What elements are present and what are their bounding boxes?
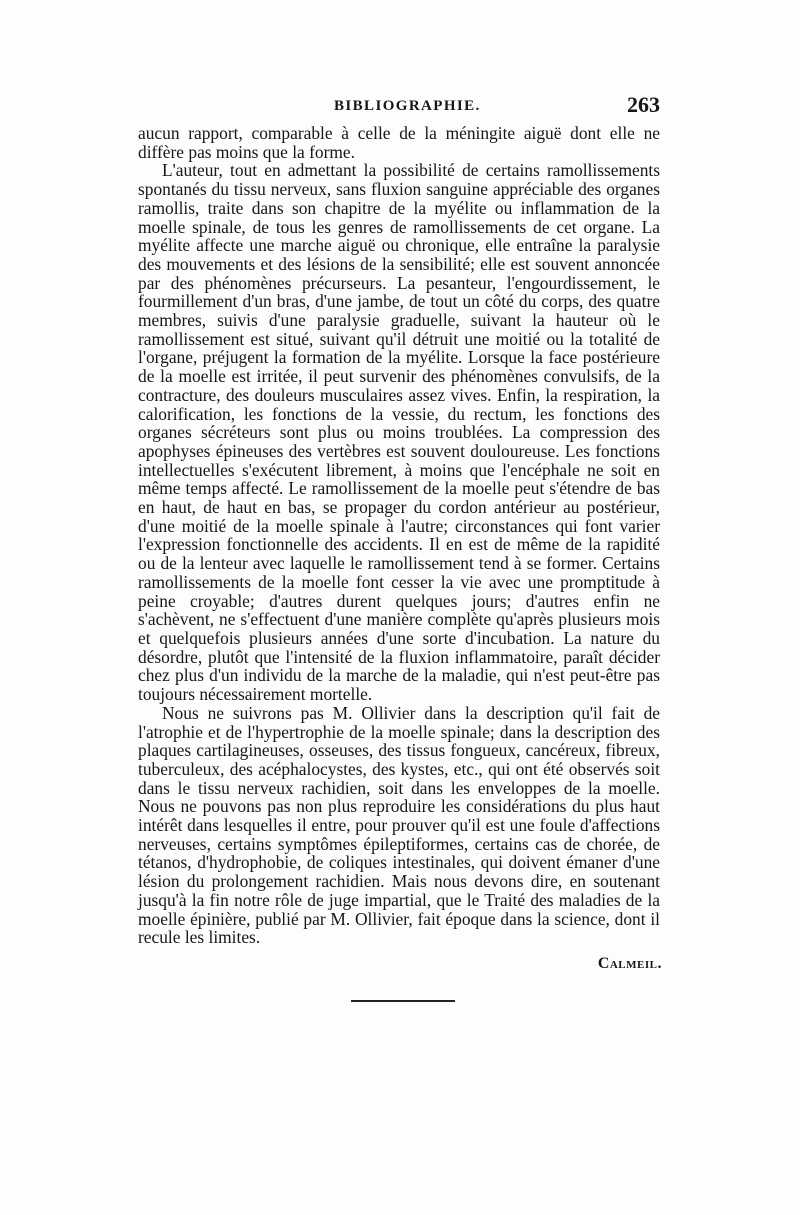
section-divider-rule [351, 1000, 455, 1002]
paragraph-continued: aucun rapport, comparable à celle de la méningite aiguë dont elle ne diffère pas moins que la forme. [138, 123, 660, 162]
page-number: 263 [627, 92, 660, 117]
paragraph-conclusion: Nous ne suivrons pas M. Ollivier dans la description qu'il fait de l'atrophie et de l'hypertrophie de la moelle spinale; dans la description des plaques cartilagineuses, osseuses, des tissus fongueux, cancéreux, fibreux, tuberculeux, des acéphalocystes, des kystes, etc., qui ont été observés soit dans le tissu nerveux rachidien, soit dans les enveloppes de la moelle. Nous ne pouvons pas non plus reproduire les considérations du plus haut intérêt dans lesquelles il entre, pour prouver qu'il est une foule d'affections nerveuses, certains symptômes épileptiformes, certains cas de chorée, de tétanos, d'hydrophobie, de coliques intestinales, qui doivent émaner d'une lésion du prolongement rachidien. Mais nous devons dire, en soutenant jusqu'à la fin notre rôle de juge impartial, que le Traité des maladies de la moelle épinière, publié par M. Ollivier, fait époque dans la science, dont il recule les limites. [138, 702, 660, 948]
author-signature: Calmeil. [597, 955, 662, 972]
paragraph-myelite: L'auteur, tout en admettant la possibilité de certains ramollissements spontanés du tissu nerveux, sans fluxion sanguine appréciable des organes ramollis, traite dans son chapitre de la myélite ou inflammation de la moelle spinale, de tous les genres de ramollissements de cet organe. La myélite affecte une marche aiguë ou chronique, elle entraîne la paralysie des mouvements et des lésions de la sensibilité; elle est souvent annoncée par des phénomènes précurseurs. La pesanteur, l'engourdissement, le fourmillement d'un bras, d'une jambe, de tout un côté du corps, des quatre membres, suivis d'une paralysie graduelle, suivant la hauteur où le ramollissement est situé, suivant qu'il détruit une moitié ou la totalité de l'organe, préjugent la formation de la myélite. Lorsque la face postérieure de la moelle est irritée, il peut survenir des phénomènes convulsifs, de la contracture, des douleurs musculaires assez vives. Enfin, la respiration, la calorification, les fonctions de la vessie, du rectum, les fonctions des organes sécréteurs sont plus ou moins troublées. La compression des apophyses épineuses des vertèbres est souvent douloureuse. Les fonctions intellectuelles s'exécutent librement, à moins que l'encéphale ne soit en même temps affecté. Le ramollissement de la moelle peut s'étendre de bas en haut, de haut en bas, se propager du cordon antérieur au postérieur, d'une moitié de la moelle spinale à l'autre; circonstances qui font varier l'expression fonctionnelle des accidents. Il en est de même de la rapidité ou de la lenteur avec laquelle le ramollissement tend à se former. Certains ramollissements de la moelle font cesser la vie avec une promptitude à peine croyable; d'autres durent quelques jours; d'autres enfin ne s'achèvent, ne s'effectuent d'une manière complète qu'après plusieurs mois et quelquefois plusieurs années d'une sorte d'incubation. La nature du désordre, plutôt que l'intensité de la fluxion inflammatoire, paraît décider chez plus d'un individu de la marche de la maladie, qui n'est peut-être pas toujours nécessairement mortelle. [138, 160, 660, 705]
page-header [138, 92, 660, 122]
body-text [138, 124, 660, 947]
running-title: BIBLIOGRAPHIE. [334, 98, 481, 114]
